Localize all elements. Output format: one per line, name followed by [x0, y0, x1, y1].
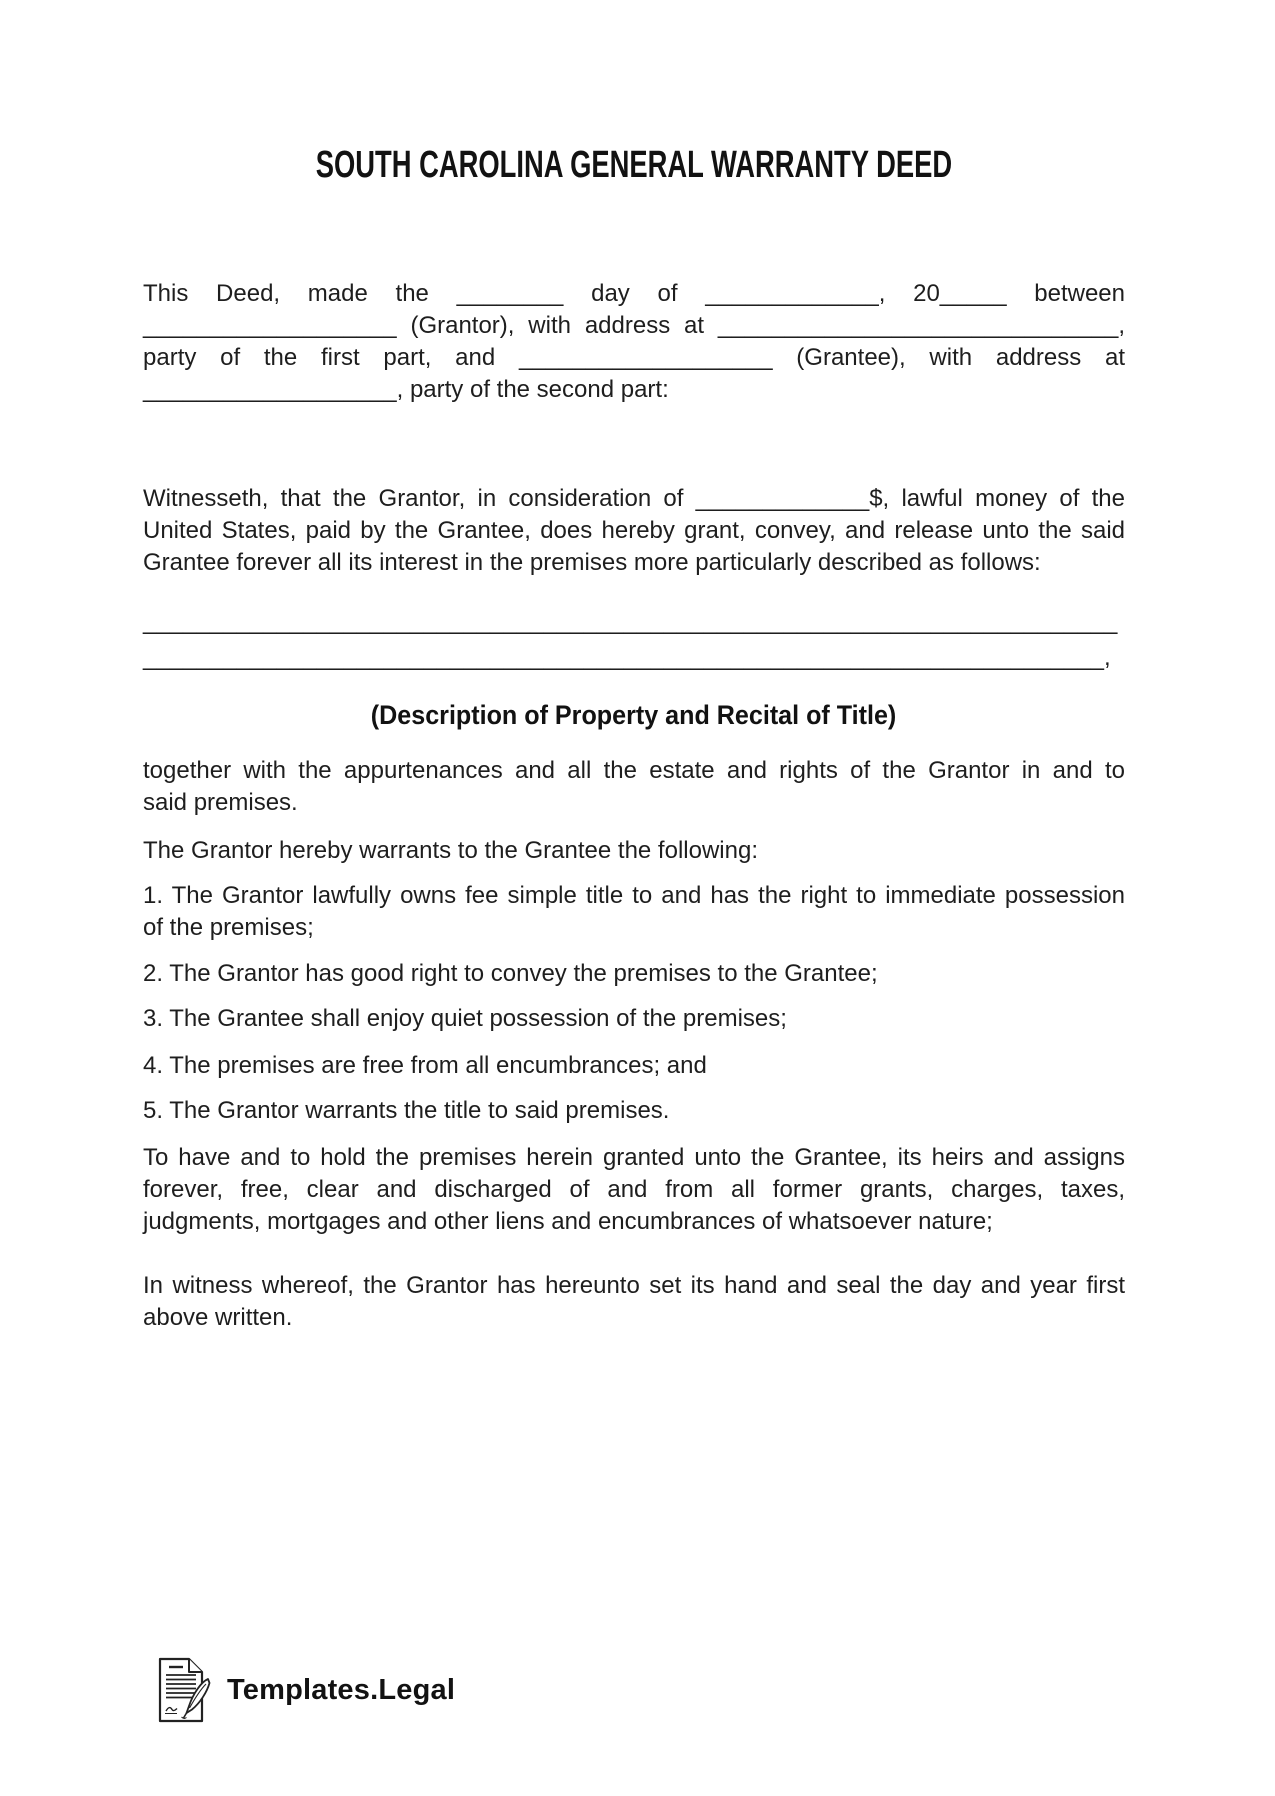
document-page	[0, 146, 1275, 1334]
paragraph-warrants-intro: The Grantor hereby warrants to the Grantee the following:	[143, 837, 758, 864]
text-line: To have and to hold the premises herein granted unto the Grantee, its heirs and assigns	[143, 1144, 1125, 1171]
warranty-item-3: 3. The Grantee shall enjoy quiet possession of the premises;	[143, 1005, 787, 1032]
text-line: judgments, mortgages and other liens and encumbrances of whatsoever nature;	[143, 1208, 993, 1235]
text-line: ___________________, party of the second part:	[143, 376, 669, 403]
text-line: In witness whereof, the Grantor has hereunto set its hand and seal the day and year first	[143, 1272, 1125, 1299]
text-line: Witnesseth, that the Grantor, in consideration of _____________$, lawful money of the	[143, 485, 1125, 512]
warranty-item-1	[143, 880, 1125, 944]
warranty-item-4: 4. The premises are free from all encumbrances; and	[143, 1052, 707, 1079]
text-line: Grantee forever all its interest in the premises more particularly described as follows:	[143, 549, 1041, 576]
text-line: ___________________ (Grantor), with address at ______________________________,	[143, 312, 1125, 339]
warranty-item-2: 2. The Grantor has good right to convey the premises to the Grantee;	[143, 960, 878, 987]
paragraph-intro	[143, 278, 1125, 406]
text-line: said premises.	[143, 789, 298, 816]
text-line: 1. The Grantor lawfully owns fee simple title to and has the right to immediate possession	[143, 882, 1125, 909]
templates-legal-logo	[156, 1654, 455, 1726]
text-line: together with the appurtenances and all the estate and rights of the Grantor in and to	[143, 757, 1125, 784]
text-line: United States, paid by the Grantee, does hereby grant, convey, and release unto the said	[143, 517, 1125, 544]
property-description-blanks	[143, 604, 1125, 676]
paragraph-habendum	[143, 1142, 1125, 1238]
blank-line: ________________________________________________________________________,	[143, 644, 1111, 671]
text-line: party of the first part, and ___________________ (Grantee), with address at	[143, 344, 1125, 371]
text-line: This Deed, made the ________ day of _____________, 20_____ between	[143, 280, 1125, 307]
document-title-text: SOUTH CAROLINA GENERAL WARRANTY DEED	[315, 144, 953, 186]
text-line: above written.	[143, 1304, 293, 1331]
paragraph-in-witness	[143, 1270, 1125, 1334]
paragraph-witnesseth	[143, 483, 1125, 579]
blank-line: _________________________________________________________________________	[143, 608, 1118, 635]
description-heading	[143, 698, 1125, 732]
text-line: of the premises;	[143, 914, 314, 941]
document-quill-icon	[156, 1654, 212, 1726]
description-heading-text: (Description of Property and Recital of Title)	[371, 700, 897, 730]
warranty-item-5: 5. The Grantor warrants the title to said premises.	[143, 1097, 670, 1124]
brand-name: Templates.Legal	[227, 1673, 456, 1706]
paragraph-together	[143, 755, 1125, 819]
document-title	[143, 146, 1125, 184]
text-line: forever, free, clear and discharged of and from all former grants, charges, taxes,	[143, 1176, 1125, 1203]
